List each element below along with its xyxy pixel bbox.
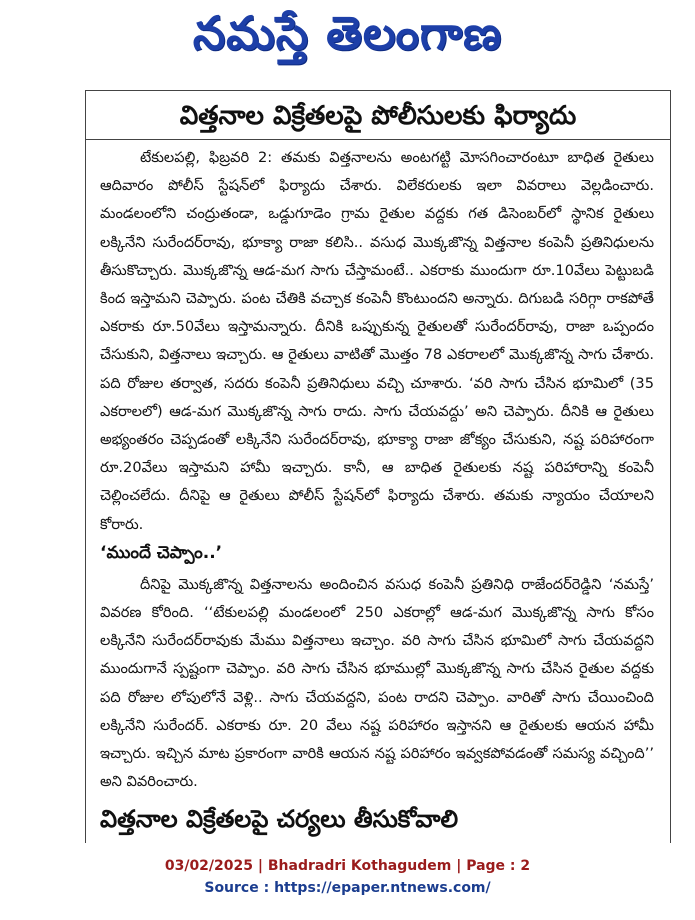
footer-source-line[interactable]: Source : https://epaper.ntnews.com/: [204, 880, 491, 896]
newspaper-logo: నమస్తే తెలంగాణ: [192, 6, 503, 60]
masthead: [0, 0, 695, 78]
footer-date-line: 03/02/2025 | Bhadradri Kothagudem | Page : 2: [164, 858, 531, 874]
news-clipping: [85, 90, 671, 843]
article-paragraph-2: దీనిపై మొక్కజొన్న విత్తనాలను అందించిన వసుధ కంపెనీ ప్రతినిధి రాజేందర్‌రెడ్డిని ‘నమస్తే’ వివరణ కోరింది. ‘‘టేకులపల్లి మండలంలో 250 ఎకరాల్లో ఆడ-మగ మొక్కజొన్న సాగు కోసం లక్కినేని సురేందర్‌రావుకు మేము విత్తనాలు ఇచ్చాం. వరి సాగు చేసిన భూమిలో సాగు చేయవద్దని ముందుగానే స్పష్టంగా చెప్పాం. వరి సాగు చేసిన భూముల్లో మొక్కజొన్న సాగు చేసిన రైతుల వద్దకు పది రోజుల లోపులోనే వెళ్లి.. సాగు చేయవద్దని, పంట రాదని చెప్పాం. వారితో సాగు చేయించింది లక్కినేని సురేందర్. ఎకరాకు రూ. 20 వేలు నష్ట పరిహారం ఇస్తానని ఆ రైతులకు ఆయన హామీ ఇచ్చారు. ఇచ్చిన మాట ప్రకారంగా వారికి ఆయన నష్ట పరిహారం ఇవ్వకపోవడంతో సమస్య వచ్చింది’’ అని వివరించారు.: [100, 575, 654, 791]
article-subhead: ‘ముందే చెప్పాం..’: [100, 542, 223, 563]
article-paragraph-1: టేకులపల్లి, ఫిబ్రవరి 2: తమకు విత్తనాలను అంటగట్టి మోసగించారంటూ బాధిత రైతులు ఆదివారం పోలీస్ స్టేషన్‌లో ఫిర్యాదు చేశారు. విలేకరులకు ఇలా వివరాలు వెల్లడించారు. మండలంలోని చంద్రుతండా, ఒడ్డుగూడెం గ్రామ రైతుల వద్దకు గత డిసెంబర్‌లో స్థానిక రైతులు లక్కినేని సురేందర్‌రావు, భూక్యా రాజా కలిసి.. వసుధ మొక్కజొన్న విత్తనాల కంపెనీ ప్రతినిధులను తీసుకొచ్చారు. మొక్కజొన్న ఆడ-మగ సాగు చేస్తామంటే.. ఎకరాకు ముందుగా రూ.10వేలు పెట్టుబడి కింద ఇస్తామని చెప్పారు. పంట చేతికి వచ్చాక కంపెనీ కొంటుందని అన్నారు. దిగుబడి సరిగ్గా రాకపోతే ఎకరాకు రూ.50వేలు ఇస్తామన్నారు. దీనికి ఒప్పుకున్న రైతులతో సురేందర్‌రావు, రాజా ఒప్పందం చేసుకుని, విత్తనాలు ఇచ్చారు. ఆ రైతులు వాటితో మొత్తం 78 ఎకరాలలో మొక్కజొన్న సాగు చేశారు. పది రోజుల తర్వాత, సదరు కంపెనీ ప్రతినిధులు వచ్చి చూశారు. ‘వరి సాగు చేసిన భూమిలో (35 ఎకరాలలో) ఆడ-మగ మొక్కజొన్న సాగు రాదు. సాగు చేయవద్దు’ అని చెప్పారు. దీనికి ఆ రైతులు అభ్యంతరం చెప్పడంతో లక్కినేని సురేందర్‌రావు, భూక్యా రాజా జోక్యం చేసుకుని, నష్ట పరిహారంగా రూ.20వేలు ఇస్తామని హామీ ఇచ్చారు. కానీ, ఆ బాధిత రైతులకు నష్ట పరిహారాన్ని కంపెనీ చెల్లించలేదు. దీనిపై ఆ రైతులు పోలీస్ స్టేషన్‌లో ఫిర్యాదు చేశారు. తమకు న్యాయం చేయాలని కోరారు.: [100, 149, 654, 533]
next-article-headline-cutoff: విత్తనాల విక్రేతలపై చర్యలు తీసుకోవాలి: [100, 805, 459, 834]
article-headline: విత్తనాల విక్రేతలపై పోలీసులకు ఫిర్యాదు: [86, 91, 670, 140]
